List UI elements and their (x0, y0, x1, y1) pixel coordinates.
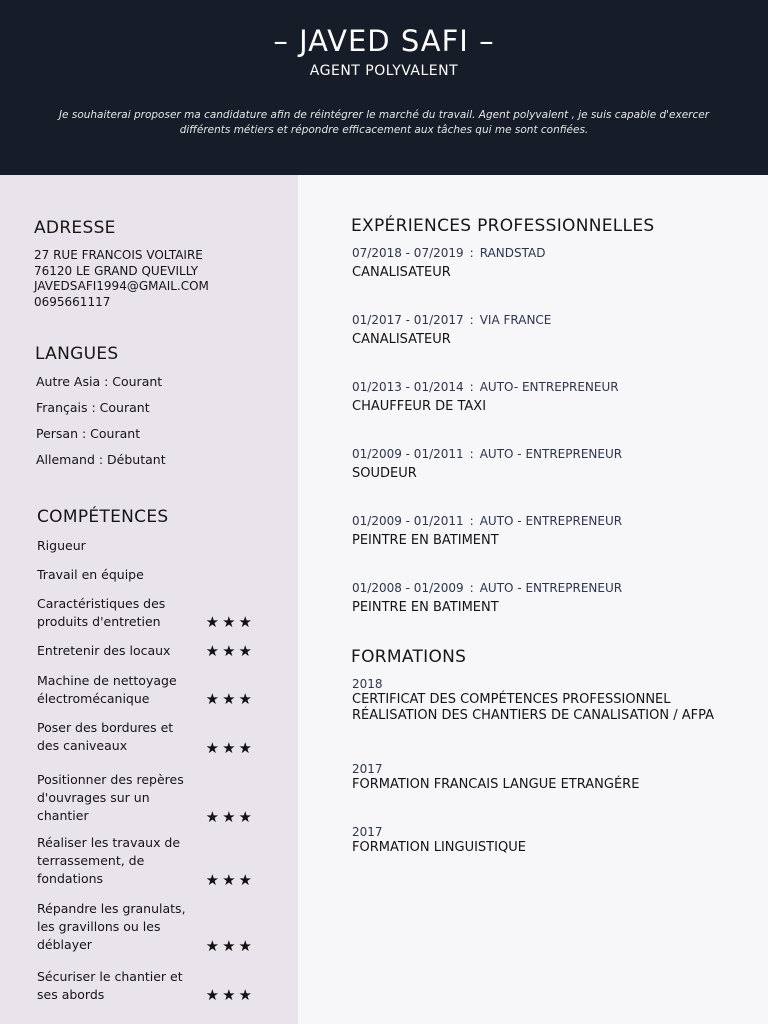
experience-company: VIA FRANCE (479, 313, 552, 327)
experience-dates: 07/2018 - 07/2019 (352, 246, 464, 260)
languages-title: LANGUES (35, 344, 119, 364)
experience-dates: 01/2017 - 01/2017 (352, 313, 464, 327)
experience-company: RANDSTAD (479, 246, 546, 260)
experience-company: AUTO- ENTREPRENEUR (479, 380, 619, 394)
experience-item: 01/2013 - 01/2014 : AUTO- ENTREPRENEUR CHAUFFEUR DE TAXI (352, 379, 752, 446)
experience-dates: 01/2013 - 01/2014 (352, 380, 464, 394)
skill-item (37, 642, 267, 672)
language-item: Persan : Courant (36, 426, 141, 441)
experience-role: SOUDEUR (352, 466, 417, 481)
address-street: 27 RUE FRANCOIS VOLTAIRE (34, 248, 203, 262)
address-phone: 0695661117 (34, 294, 111, 309)
cv-header (0, 0, 768, 175)
experience-item: 01/2008 - 01/2009 : AUTO - ENTREPRENEUR PEINTRE EN BATIMENT (352, 580, 752, 647)
skill-item (37, 900, 267, 968)
experience-company: AUTO - ENTREPRENEUR (479, 514, 623, 528)
skill-label: Réaliser les travaux de terrassement, de fondations (37, 835, 181, 886)
skill-item (37, 771, 267, 834)
skill-item (37, 537, 267, 566)
candidate-name: – JAVED SAFI – (273, 24, 495, 58)
skill-rating-stars: ★★★ (205, 871, 255, 889)
skill-label: Rigueur (37, 538, 86, 553)
skill-label: Caractéristiques des produits d'entretien (37, 596, 166, 629)
languages-list (36, 374, 286, 478)
experience-item: 01/2009 - 01/2011 : AUTO - ENTREPRENEUR SOUDEUR (352, 446, 752, 513)
education-title-text: FORMATION LINGUISTIQUE (352, 840, 526, 855)
experience-item: 07/2018 - 07/2019 : RANDSTAD CANALISATEUR (352, 245, 752, 312)
education-list (352, 677, 752, 886)
experience-role: CANALISATEUR (352, 332, 451, 347)
skill-rating-stars: ★★★ (205, 613, 255, 631)
skill-item (37, 834, 267, 900)
education-title: FORMATIONS (351, 647, 467, 667)
experience-role: PEINTRE EN BATIMENT (352, 600, 499, 615)
experience-role: CHAUFFEUR DE TAXI (352, 399, 487, 414)
skill-label: Travail en équipe (37, 567, 144, 582)
skill-item (37, 968, 267, 1013)
skill-item (37, 595, 267, 642)
education-title-text: FORMATION FRANCAIS LANGUE ETRANGÉRE (352, 777, 640, 792)
skill-rating-stars: ★★★ (205, 642, 255, 660)
experience-dates: 01/2009 - 01/2011 (352, 447, 464, 461)
profile-summary: Je souhaiterai proposer ma candidature afin de réintégrer le marché du travail. Agent polyvalent , je suis capable d'exercer différents métiers et répondre efficacement aux tâches qui me sont confiées. (58, 109, 710, 136)
education-title-text: CERTIFICAT DES COMPÉTENCES PROFESSIONNEL RÉALISATION DES CHANTIERS DE CANALISATION / AFPA (352, 692, 714, 723)
experience-item: 01/2009 - 01/2011 : AUTO - ENTREPRENEUR PEINTRE EN BATIMENT (352, 513, 752, 580)
address-block (34, 248, 284, 310)
skill-rating-stars: ★★★ (205, 808, 255, 826)
language-item: Français : Courant (36, 400, 150, 415)
skill-label: Répandre les granulats, les gravillons ou les déblayer (37, 901, 186, 952)
experience-list (352, 245, 752, 647)
skill-rating-stars: ★★★ (205, 937, 255, 955)
education-year: 2017 (352, 825, 383, 839)
experience-role: PEINTRE EN BATIMENT (352, 533, 499, 548)
experience-dates: 01/2009 - 01/2011 (352, 514, 464, 528)
experience-role: CANALISATEUR (352, 265, 451, 280)
skill-item (37, 566, 267, 595)
experience-title: EXPÉRIENCES PROFESSIONNELLES (351, 216, 655, 236)
experience-company: AUTO - ENTREPRENEUR (479, 447, 623, 461)
experience-company: AUTO - ENTREPRENEUR (479, 581, 623, 595)
education-item (352, 762, 752, 793)
education-year: 2018 (352, 677, 383, 691)
experience-item: 01/2017 - 01/2017 : VIA FRANCE CANALISATEUR (352, 312, 752, 379)
experience-dates: 01/2008 - 01/2009 (352, 581, 464, 595)
skill-label: Sécuriser le chantier et ses abords (37, 969, 183, 1002)
skill-rating-stars: ★★★ (205, 739, 255, 757)
language-item: Autre Asia : Courant (36, 374, 163, 389)
education-item (352, 677, 752, 724)
address-email: JAVEDSAFI1994@GMAIL.COM (34, 279, 209, 293)
education-item (352, 825, 752, 856)
skill-label: Machine de nettoyage électromécanique (37, 673, 177, 706)
skill-rating-stars: ★★★ (205, 986, 255, 1004)
job-title: AGENT POLYVALENT (309, 63, 459, 79)
skill-item (37, 672, 267, 719)
skill-item (37, 719, 267, 771)
skills-title: COMPÉTENCES (37, 507, 169, 527)
education-year: 2017 (352, 762, 383, 776)
skill-label: Positionner des repères d'ouvrages sur un chantier (37, 772, 184, 823)
skill-rating-stars: ★★★ (205, 690, 255, 708)
skill-label: Entretenir des locaux (37, 643, 171, 658)
skills-list (37, 537, 267, 1013)
language-item: Allemand : Débutant (36, 452, 166, 467)
address-title: ADRESSE (34, 218, 116, 238)
skill-label: Poser des bordures et des caniveaux (37, 720, 174, 753)
address-city: 76120 LE GRAND QUEVILLY (34, 263, 199, 278)
